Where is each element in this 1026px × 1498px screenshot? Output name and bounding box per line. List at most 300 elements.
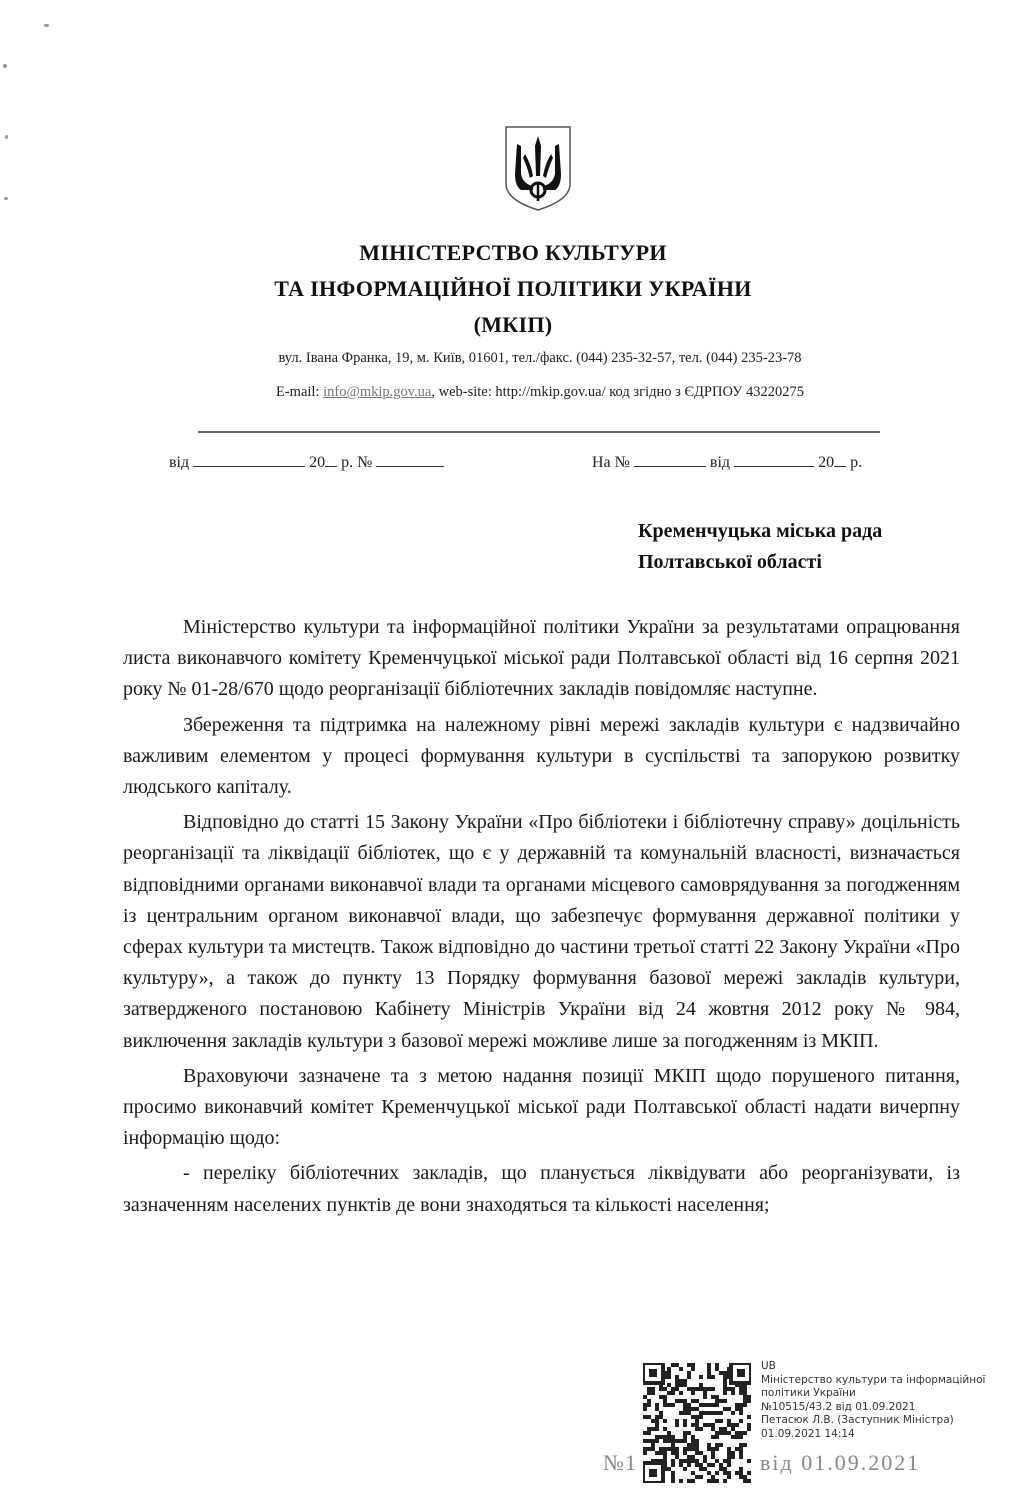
qr-module: [723, 1479, 727, 1483]
qr-module: [711, 1403, 715, 1407]
qr-module: [663, 1439, 667, 1443]
qr-module: [695, 1451, 699, 1455]
reply-number-label: На №: [592, 454, 630, 471]
qr-module: [687, 1375, 691, 1379]
date-field[interactable]: [193, 452, 305, 467]
qr-module: [719, 1371, 723, 1375]
qr-module: [735, 1435, 739, 1439]
qr-module: [643, 1403, 647, 1407]
qr-module: [711, 1411, 715, 1415]
qr-module: [679, 1463, 683, 1467]
qr-module: [647, 1415, 651, 1419]
qr-module: [727, 1475, 731, 1479]
qr-module: [687, 1403, 691, 1407]
qr-module: [711, 1427, 715, 1431]
qr-module: [723, 1459, 727, 1463]
qr-module: [735, 1447, 739, 1451]
qr-module: [715, 1435, 719, 1439]
qr-module: [647, 1387, 651, 1391]
qr-module: [739, 1411, 743, 1415]
qr-module: [671, 1435, 675, 1439]
qr-module: [743, 1431, 747, 1435]
reply-date-field[interactable]: [734, 452, 814, 467]
qr-module: [687, 1463, 691, 1467]
qr-module: [687, 1411, 691, 1415]
qr-module: [691, 1399, 695, 1403]
qr-module: [691, 1459, 695, 1463]
qr-module: [739, 1467, 743, 1471]
electronic-signature-stamp: [761, 1360, 985, 1442]
qr-module: [727, 1419, 731, 1423]
body-paragraph: Відповідно до статті 15 Закону України «Про бібліотеки і бібліотечну справу» доцільність реорганізації та ліквідації бібліотек, що є у державній та комунальній власності, визначається відповідними органами виконавчої влади та органами місцевого самоврядування за погодженням із центральним органом виконавчої влади, що забезпечує формування державної політики у сферах культури та мистецтв. Також відповідно до частини третьої статті 22 Закону України «Про культуру», а також до пункту 13 Порядку формування базової мережі закладів культури, затвердженого постановою Кабінету Міністрів України від 24 жовтня 2012 року № 984, виключення закладів культури з базової мережі можливе лише за погодженням із МКІП.: [123, 811, 960, 1052]
qr-module: [643, 1395, 647, 1399]
registration-date: від 01.09.2021: [760, 1450, 921, 1475]
qr-module: [671, 1463, 675, 1467]
qr-module: [731, 1427, 735, 1431]
qr-module: [747, 1395, 751, 1399]
qr-module: [747, 1479, 751, 1483]
incoming-reference: [592, 452, 862, 472]
qr-module: [747, 1423, 751, 1427]
qr-module: [711, 1455, 715, 1459]
qr-module: [675, 1439, 679, 1443]
qr-module: [683, 1447, 687, 1451]
qr-module: [695, 1427, 699, 1431]
qr-module: [739, 1455, 743, 1459]
qr-module: [731, 1451, 735, 1455]
year-label: 20: [309, 454, 326, 471]
qr-module: [715, 1399, 719, 1403]
qr-module: [743, 1391, 747, 1395]
reply-year-suffix: р.: [850, 454, 863, 471]
qr-module: [699, 1463, 703, 1467]
qr-module: [671, 1451, 675, 1455]
qr-code-icon: [643, 1363, 751, 1483]
qr-module: [711, 1475, 715, 1479]
qr-module: [643, 1431, 647, 1435]
qr-module: [663, 1395, 667, 1399]
qr-module: [675, 1447, 679, 1451]
qr-module: [659, 1415, 663, 1419]
body-paragraph: Враховуючи зазначене та з метою надання позиції МКІП щодо порушеного питання, просимо виконавчий комітет Кременчуцької міської ради Полтавської області надати вичерпну інформацію щодо:: [123, 1064, 960, 1150]
ministry-abbreviation: (МКІП): [473, 312, 553, 337]
qr-module: [651, 1419, 655, 1423]
qr-module: [699, 1411, 703, 1415]
qr-module: [747, 1415, 751, 1419]
qr-module: [719, 1411, 723, 1415]
qr-module: [719, 1431, 723, 1435]
qr-module: [727, 1471, 731, 1475]
qr-module: [663, 1435, 667, 1439]
qr-module: [679, 1391, 683, 1395]
qr-module: [683, 1403, 687, 1407]
qr-module: [703, 1387, 707, 1391]
number-field[interactable]: [376, 452, 444, 467]
qr-module: [687, 1455, 691, 1459]
qr-module: [695, 1463, 699, 1467]
qr-module: [651, 1391, 655, 1395]
qr-module: [731, 1423, 735, 1427]
qr-module: [675, 1455, 679, 1459]
qr-module: [691, 1387, 695, 1391]
qr-module: [719, 1419, 723, 1423]
qr-module: [731, 1455, 735, 1459]
reply-year-label: 20: [818, 454, 835, 471]
qr-module: [715, 1367, 719, 1371]
qr-module: [747, 1427, 751, 1431]
qr-module: [675, 1363, 679, 1367]
qr-module: [655, 1423, 659, 1427]
qr-module: [691, 1471, 695, 1475]
qr-module: [655, 1435, 659, 1439]
qr-module: [719, 1399, 723, 1403]
scan-speck: [44, 24, 49, 27]
qr-module: [671, 1403, 675, 1407]
qr-module: [687, 1363, 691, 1367]
qr-module: [683, 1423, 687, 1427]
qr-module: [711, 1463, 715, 1467]
outgoing-registration: [169, 452, 444, 472]
qr-module: [683, 1435, 687, 1439]
qr-module: [715, 1431, 719, 1435]
qr-module: [647, 1391, 651, 1395]
qr-module: [715, 1395, 719, 1399]
qr-module: [647, 1447, 651, 1451]
qr-module: [671, 1363, 675, 1367]
qr-module: [647, 1403, 651, 1407]
qr-module: [747, 1459, 751, 1463]
qr-module: [715, 1479, 719, 1483]
qr-module: [683, 1407, 687, 1411]
qr-module: [683, 1439, 687, 1443]
qr-module: [691, 1435, 695, 1439]
qr-module: [711, 1435, 715, 1439]
qr-module: [687, 1459, 691, 1463]
qr-module: [707, 1411, 711, 1415]
qr-module: [691, 1455, 695, 1459]
qr-module: [671, 1439, 675, 1443]
qr-module: [675, 1387, 679, 1391]
qr-module: [683, 1411, 687, 1415]
qr-module: [675, 1399, 679, 1403]
qr-module: [739, 1407, 743, 1411]
qr-module: [675, 1423, 679, 1427]
qr-module: [671, 1479, 675, 1483]
qr-module: [699, 1415, 703, 1419]
qr-module: [675, 1379, 679, 1383]
qr-module: [743, 1395, 747, 1399]
qr-module: [743, 1475, 747, 1479]
qr-module: [699, 1383, 703, 1387]
qr-module: [671, 1447, 675, 1451]
qr-module: [723, 1387, 727, 1391]
qr-module: [723, 1407, 727, 1411]
qr-module: [711, 1395, 715, 1399]
qr-module: [727, 1451, 731, 1455]
coat-of-arms-icon: [503, 124, 573, 212]
qr-module: [707, 1479, 711, 1483]
qr-module: [743, 1399, 747, 1403]
qr-module: [651, 1443, 655, 1447]
qr-module: [727, 1447, 731, 1451]
qr-module: [683, 1467, 687, 1471]
qr-module: [647, 1431, 651, 1435]
qr-module: [691, 1415, 695, 1419]
qr-module: [643, 1451, 647, 1455]
qr-module: [655, 1403, 659, 1407]
qr-module: [699, 1467, 703, 1471]
qr-module: [695, 1475, 699, 1479]
qr-module: [667, 1371, 671, 1375]
qr-module: [715, 1363, 719, 1367]
qr-module: [739, 1435, 743, 1439]
qr-module: [711, 1447, 715, 1451]
qr-module: [719, 1463, 723, 1467]
qr-module: [739, 1391, 743, 1395]
qr-module: [671, 1387, 675, 1391]
qr-module: [739, 1471, 743, 1475]
qr-module: [719, 1467, 723, 1471]
qr-module: [651, 1447, 655, 1451]
ministry-contacts: E-mail: info@mkip.gov.ua, web-site: http://mkip.gov.ua/ код згідно з ЄДРПОУ 43220275: [275, 384, 805, 400]
qr-module: [683, 1451, 687, 1455]
scan-speck: [4, 197, 8, 200]
qr-module: [683, 1419, 687, 1423]
qr-module: [723, 1471, 727, 1475]
qr-module: [667, 1431, 671, 1435]
qr-module: [739, 1451, 743, 1455]
qr-finder-center: [649, 1369, 657, 1377]
qr-module: [655, 1415, 659, 1419]
qr-module: [735, 1403, 739, 1407]
qr-module: [699, 1451, 703, 1455]
from-label: від: [169, 454, 190, 471]
qr-module: [715, 1419, 719, 1423]
qr-module: [723, 1399, 727, 1403]
qr-module: [655, 1407, 659, 1411]
qr-module: [711, 1451, 715, 1455]
qr-module: [727, 1407, 731, 1411]
qr-module: [679, 1439, 683, 1443]
email-label: E-mail:: [275, 384, 320, 400]
qr-module: [735, 1471, 739, 1475]
addressee-line2: Полтавської області: [638, 551, 822, 573]
qr-module: [671, 1443, 675, 1447]
qr-module: [699, 1387, 703, 1391]
qr-module: [667, 1403, 671, 1407]
qr-module: [727, 1423, 731, 1427]
qr-module: [687, 1479, 691, 1483]
qr-module: [663, 1403, 667, 1407]
qr-module: [707, 1447, 711, 1451]
website-text: web-site: http://mkip.gov.ua/ код згідно з ЄДРПОУ 43220275: [438, 384, 805, 400]
qr-module: [663, 1451, 667, 1455]
addressee-line1: Кременчуцька міська рада: [638, 520, 883, 542]
reply-year-field[interactable]: [834, 452, 846, 467]
qr-module: [703, 1467, 707, 1471]
reply-number-field[interactable]: [634, 452, 706, 467]
qr-module: [667, 1447, 671, 1451]
qr-module: [691, 1367, 695, 1371]
qr-module: [703, 1395, 707, 1399]
qr-module: [671, 1459, 675, 1463]
qr-module: [691, 1443, 695, 1447]
qr-module: [723, 1391, 727, 1395]
qr-module: [655, 1451, 659, 1455]
qr-module: [707, 1443, 711, 1447]
qr-module: [691, 1407, 695, 1411]
qr-module: [707, 1375, 711, 1379]
qr-module: [675, 1375, 679, 1379]
stamp-line: Міністерство культури та інформаційної: [761, 1373, 986, 1386]
qr-module: [707, 1363, 711, 1367]
qr-module: [695, 1399, 699, 1403]
qr-module: [723, 1427, 727, 1431]
qr-module: [659, 1387, 663, 1391]
qr-module: [711, 1387, 715, 1391]
qr-module: [695, 1459, 699, 1463]
qr-module: [727, 1455, 731, 1459]
qr-module: [663, 1387, 667, 1391]
qr-module: [703, 1423, 707, 1427]
qr-module: [743, 1479, 747, 1483]
qr-module: [679, 1459, 683, 1463]
qr-module: [731, 1411, 735, 1415]
qr-module: [735, 1431, 739, 1435]
qr-module: [691, 1479, 695, 1483]
qr-module: [683, 1459, 687, 1463]
qr-module: [743, 1443, 747, 1447]
qr-module: [659, 1435, 663, 1439]
stamp-line: політики України: [761, 1387, 856, 1400]
stamp-line: UB: [761, 1360, 776, 1372]
qr-module: [707, 1367, 711, 1371]
qr-module: [667, 1375, 671, 1379]
qr-module: [671, 1475, 675, 1479]
qr-module: [731, 1387, 735, 1391]
qr-module: [731, 1435, 735, 1439]
qr-module: [727, 1387, 731, 1391]
qr-module: [711, 1479, 715, 1483]
qr-module: [699, 1403, 703, 1407]
qr-module: [719, 1427, 723, 1431]
number-label: р. №: [341, 454, 373, 471]
qr-module: [667, 1367, 671, 1371]
qr-module: [691, 1423, 695, 1427]
qr-module: [647, 1427, 651, 1431]
qr-module: [735, 1407, 739, 1411]
qr-module: [695, 1439, 699, 1443]
qr-module: [743, 1387, 747, 1391]
qr-module: [671, 1391, 675, 1395]
qr-module: [683, 1431, 687, 1435]
qr-module: [739, 1475, 743, 1479]
qr-module: [743, 1403, 747, 1407]
qr-module: [655, 1419, 659, 1423]
qr-module: [659, 1447, 663, 1451]
stamp-line: 01.09.2021 14:14: [761, 1427, 855, 1440]
qr-module: [699, 1475, 703, 1479]
qr-module: [647, 1399, 651, 1403]
qr-module: [667, 1383, 671, 1387]
year-field[interactable]: [325, 452, 337, 467]
qr-module: [727, 1463, 731, 1467]
qr-module: [715, 1411, 719, 1415]
qr-module: [695, 1419, 699, 1423]
qr-module: [679, 1399, 683, 1403]
qr-module: [711, 1375, 715, 1379]
qr-module: [707, 1463, 711, 1467]
ministry-name-line1: МІНІСТЕРСТВО КУЛЬТУРИ: [359, 240, 667, 265]
qr-module: [747, 1471, 751, 1475]
qr-module: [707, 1471, 711, 1475]
qr-module: [667, 1435, 671, 1439]
qr-module: [715, 1447, 719, 1451]
qr-module: [651, 1387, 655, 1391]
qr-module: [687, 1431, 691, 1435]
qr-module: [667, 1391, 671, 1395]
qr-module: [663, 1447, 667, 1451]
qr-module: [739, 1443, 743, 1447]
qr-module: [715, 1471, 719, 1475]
qr-module: [695, 1415, 699, 1419]
qr-module: [739, 1419, 743, 1423]
qr-module: [703, 1455, 707, 1459]
stamp-line: Петасюк Л.В. (Заступник Міністра): [761, 1414, 954, 1427]
qr-module: [679, 1367, 683, 1371]
qr-module: [675, 1451, 679, 1455]
body-paragraph: Збереження та підтримка на належному рівні мережі закладів культури є надзвичайно важливим елементом у процесі формування культури в суспільстві та запорукою розвитку людського капіталу.: [123, 713, 960, 799]
qr-module: [723, 1375, 727, 1379]
qr-module: [655, 1439, 659, 1443]
qr-module: [651, 1439, 655, 1443]
qr-module: [715, 1443, 719, 1447]
qr-module: [739, 1387, 743, 1391]
stamp-line: №10515/43.2 від 01.09.2021: [761, 1400, 916, 1413]
qr-module: [679, 1479, 683, 1483]
header-divider: [198, 431, 880, 433]
qr-module: [659, 1411, 663, 1415]
qr-module: [663, 1427, 667, 1431]
qr-module: [719, 1443, 723, 1447]
qr-module: [739, 1447, 743, 1451]
qr-module: [723, 1383, 727, 1387]
qr-module: [687, 1447, 691, 1451]
qr-module: [723, 1467, 727, 1471]
qr-module: [723, 1371, 727, 1375]
qr-module: [747, 1399, 751, 1403]
qr-module: [703, 1403, 707, 1407]
body-paragraph: Міністерство культури та інформаційної політики України за результатами опрацювання листа виконавчого комітету Кременчуцької міської ради Полтавської області від 16 серпня 2021 року № 01-28/670 щодо реорганізації бібліотечних закладів повідомляє наступне.: [123, 616, 960, 701]
qr-finder-center: [649, 1469, 657, 1477]
email-link[interactable]: info@mkip.gov.ua: [323, 384, 432, 400]
qr-module: [675, 1419, 679, 1423]
qr-module: [731, 1391, 735, 1395]
qr-module: [727, 1459, 731, 1463]
ministry-address: вул. Івана Франка, 19, м. Київ, 01601, тел./факс. (044) 235-32-57, тел. (044) 235-23-78: [278, 350, 802, 366]
qr-module: [703, 1459, 707, 1463]
reply-from-label: від: [709, 454, 731, 471]
qr-module: [683, 1383, 687, 1387]
qr-finder-center: [737, 1369, 745, 1377]
scan-speck: [5, 135, 8, 139]
qr-module: [695, 1423, 699, 1427]
qr-module: [727, 1431, 731, 1435]
qr-module: [691, 1447, 695, 1451]
qr-module: [695, 1407, 699, 1411]
qr-module: [707, 1371, 711, 1375]
qr-module: [739, 1403, 743, 1407]
